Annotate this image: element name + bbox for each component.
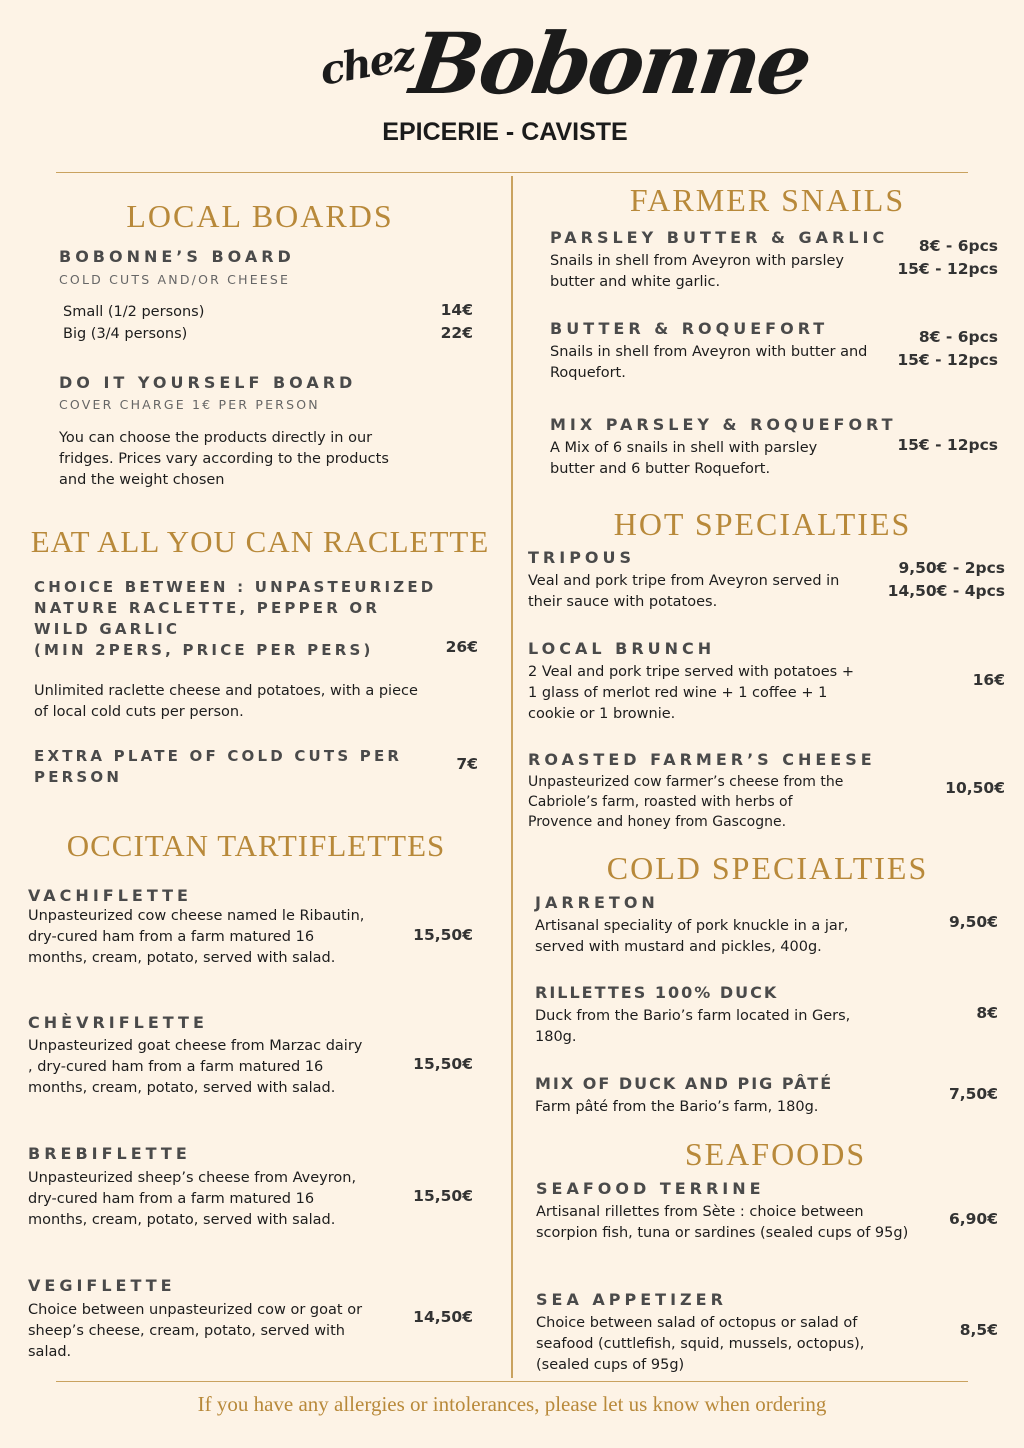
bobonne-board-subtitle: COLD CUTS AND/OR CHEESE bbox=[59, 272, 291, 287]
seafood-name-appetizer: SEA APPETIZER bbox=[536, 1290, 727, 1309]
snail-desc-mix: A Mix of 6 snails in shell with parsley butter and 6 butter Roquefort. bbox=[550, 440, 818, 477]
section-title-hot: HOT SPECIALTIES bbox=[613, 506, 912, 542]
section-title-snails: FARMER SNAILS bbox=[629, 182, 906, 218]
section-title-local-boards: LOCAL BOARDS bbox=[126, 198, 394, 234]
cold-desc-pate: Farm pâté from the Bario’s farm, 180g. bbox=[535, 1099, 819, 1115]
hot-name-tripous: TRIPOUS bbox=[528, 548, 636, 567]
hot-desc-roasted-cheese: Unpasteurized cow farmer’s cheese from the Cabriole’s farm, roasted with herbs of Provence and honey from Gascogne. bbox=[528, 774, 844, 830]
section-title-tartiflettes: OCCITAN TARTIFLETTES bbox=[66, 828, 446, 863]
snail-name-roquefort: BUTTER & ROQUEFORT bbox=[550, 319, 829, 338]
hot-price2-tripous: 14,50€ - 4pcs bbox=[887, 582, 1005, 600]
logo-script-text: chez bbox=[316, 32, 417, 95]
snail-name-mix: MIX PARSLEY & ROQUEFORT bbox=[550, 415, 897, 434]
snail-price2-roquefort: 15€ - 12pcs bbox=[897, 351, 998, 369]
diy-board-description: You can choose the products directly in our fridges. Prices vary according to the products and the weight chosen bbox=[59, 430, 389, 488]
section-title-raclette: EAT ALL YOU CAN RACLETTE bbox=[30, 524, 490, 559]
bobonne-board-big-price: 22€ bbox=[440, 324, 473, 342]
raclette-price: 26€ bbox=[445, 638, 478, 656]
cold-name-pate: MIX OF DUCK AND PIG PÂTÉ bbox=[535, 1074, 834, 1093]
diy-board-name: DO IT YOURSELF BOARD bbox=[59, 373, 357, 392]
raclette-choice-line-3: WILD GARLIC bbox=[34, 620, 181, 638]
tartiflette-price-chevriflette: 15,50€ bbox=[413, 1055, 473, 1073]
section-title-seafoods: SEAFOODS bbox=[684, 1136, 867, 1172]
tartiflette-price-vegiflette: 14,50€ bbox=[413, 1308, 473, 1326]
cold-price-rillettes: 8€ bbox=[976, 1004, 998, 1022]
hot-name-roasted-cheese: ROASTED FARMER’S CHEESE bbox=[528, 750, 876, 769]
tartiflette-name-vegiflette: VEGIFLETTE bbox=[28, 1276, 176, 1295]
logo-name: Bobonne bbox=[405, 14, 816, 113]
snail-name-parsley: PARSLEY BUTTER & GARLIC bbox=[550, 228, 889, 247]
bobonne-board-big: Big (3/4 persons) bbox=[63, 326, 188, 342]
bobonne-board-small: Small (1/2 persons) bbox=[63, 304, 205, 320]
hot-price-brunch: 16€ bbox=[972, 671, 1005, 689]
bobonne-board-name: BOBONNE’S BOARD bbox=[59, 247, 295, 266]
cold-name-rillettes: RILLETTES 100% DUCK bbox=[535, 983, 779, 1002]
cold-price-pate: 7,50€ bbox=[948, 1085, 998, 1103]
tartiflette-price-brebiflette: 15,50€ bbox=[413, 1187, 473, 1205]
snail-price1-parsley: 8€ - 6pcs bbox=[918, 237, 998, 255]
diy-board-subtitle: COVER CHARGE 1€ PER PERSON bbox=[59, 397, 320, 412]
column-divider bbox=[511, 176, 513, 1378]
snail-desc-roquefort: Snails in shell from Aveyron with butter and Roquefort. bbox=[550, 344, 868, 381]
tartiflette-desc-vachiflette: Unpasteurized cow cheese named le Ribautin, dry-cured ham from a farm matured 16 months, cream, potato, served with salad. bbox=[28, 908, 365, 966]
tartiflette-price-vachiflette: 15,50€ bbox=[413, 926, 473, 944]
tartiflette-name-chevriflette: CHÈVRIFLETTE bbox=[28, 1013, 208, 1032]
seafood-price-terrine: 6,90€ bbox=[948, 1210, 998, 1228]
raclette-choice-line-1: CHOICE BETWEEN : UNPASTEURIZED bbox=[34, 578, 437, 596]
bobonne-board-small-price: 14€ bbox=[440, 301, 473, 319]
hot-desc-tripous: Veal and pork tripe from Aveyron served in their sauce with potatoes. bbox=[528, 573, 840, 610]
cold-desc-jarreton: Artisanal speciality of pork knuckle in a jar, served with mustard and pickles, 400g. bbox=[535, 918, 849, 955]
cold-name-jarreton: JARRETON bbox=[535, 893, 659, 912]
seafood-price-appetizer: 8,5€ bbox=[959, 1321, 998, 1339]
hot-name-brunch: LOCAL BRUNCH bbox=[528, 639, 716, 658]
tartiflette-name-vachiflette: VACHIFLETTE bbox=[28, 886, 192, 905]
bottom-divider bbox=[56, 1381, 968, 1382]
extra-plate-line-2: PERSON bbox=[34, 768, 123, 786]
seafood-desc-terrine: Artisanal rillettes from Sète : choice between scorpion fish, tuna or sardines (sealed cups of 95g) bbox=[536, 1204, 909, 1241]
hot-desc-brunch: 2 Veal and pork tripe served with potatoes + 1 glass of merlot red wine + 1 coffee + 1 cookie or 1 brownie. bbox=[528, 664, 854, 722]
raclette-description: Unlimited raclette cheese and potatoes, with a piece of local cold cuts per person. bbox=[34, 683, 418, 720]
tartiflette-desc-chevriflette: Unpasteurized goat cheese from Marzac dairy , dry-cured ham from a farm matured 16 months, cream, potato, served with salad. bbox=[28, 1038, 363, 1096]
allergy-note: If you have any allergies or intolerances, please let us know when ordering bbox=[197, 1392, 827, 1416]
tartiflette-name-brebiflette: BREBIFLETTE bbox=[28, 1144, 191, 1163]
extra-plate-line-1: EXTRA PLATE OF COLD CUTS PER bbox=[34, 747, 403, 765]
snail-price1-roquefort: 8€ - 6pcs bbox=[918, 328, 998, 346]
seafood-name-terrine: SEAFOOD TERRINE bbox=[536, 1179, 765, 1198]
cold-desc-rillettes: Duck from the Bario’s farm located in Gers, 180g. bbox=[535, 1008, 851, 1045]
extra-plate-price: 7€ bbox=[456, 755, 478, 773]
raclette-choice-line-4: (MIN 2PERS, PRICE PER PERS) bbox=[34, 641, 374, 659]
cold-price-jarreton: 9,50€ bbox=[948, 913, 998, 931]
shop-subtitle: EPICERIE - CAVISTE bbox=[382, 118, 628, 146]
tartiflette-desc-brebiflette: Unpasteurized sheep’s cheese from Aveyron, dry-cured ham from a farm matured 16 months, cream, potato, served with salad. bbox=[28, 1170, 357, 1228]
hot-price1-tripous: 9,50€ - 2pcs bbox=[898, 559, 1005, 577]
hot-price-roasted-cheese: 10,50€ bbox=[945, 779, 1005, 797]
raclette-choice-line-2: NATURE RACLETTE, PEPPER OR bbox=[34, 599, 381, 617]
top-divider bbox=[56, 172, 968, 173]
tartiflette-desc-vegiflette: Choice between unpasteurized cow or goat or sheep’s cheese, cream, potato, served with salad. bbox=[28, 1302, 363, 1360]
snail-price-mix: 15€ - 12pcs bbox=[897, 436, 998, 454]
snail-price2-parsley: 15€ - 12pcs bbox=[897, 260, 998, 278]
seafood-desc-appetizer: Choice between salad of octopus or salad of seafood (cuttlefish, squid, mussels, octopus), (sealed cups of 95g) bbox=[536, 1315, 865, 1373]
snail-desc-parsley: Snails in shell from Aveyron with parsley butter and white garlic. bbox=[550, 253, 844, 290]
section-title-cold: COLD SPECIALTIES bbox=[606, 850, 929, 886]
